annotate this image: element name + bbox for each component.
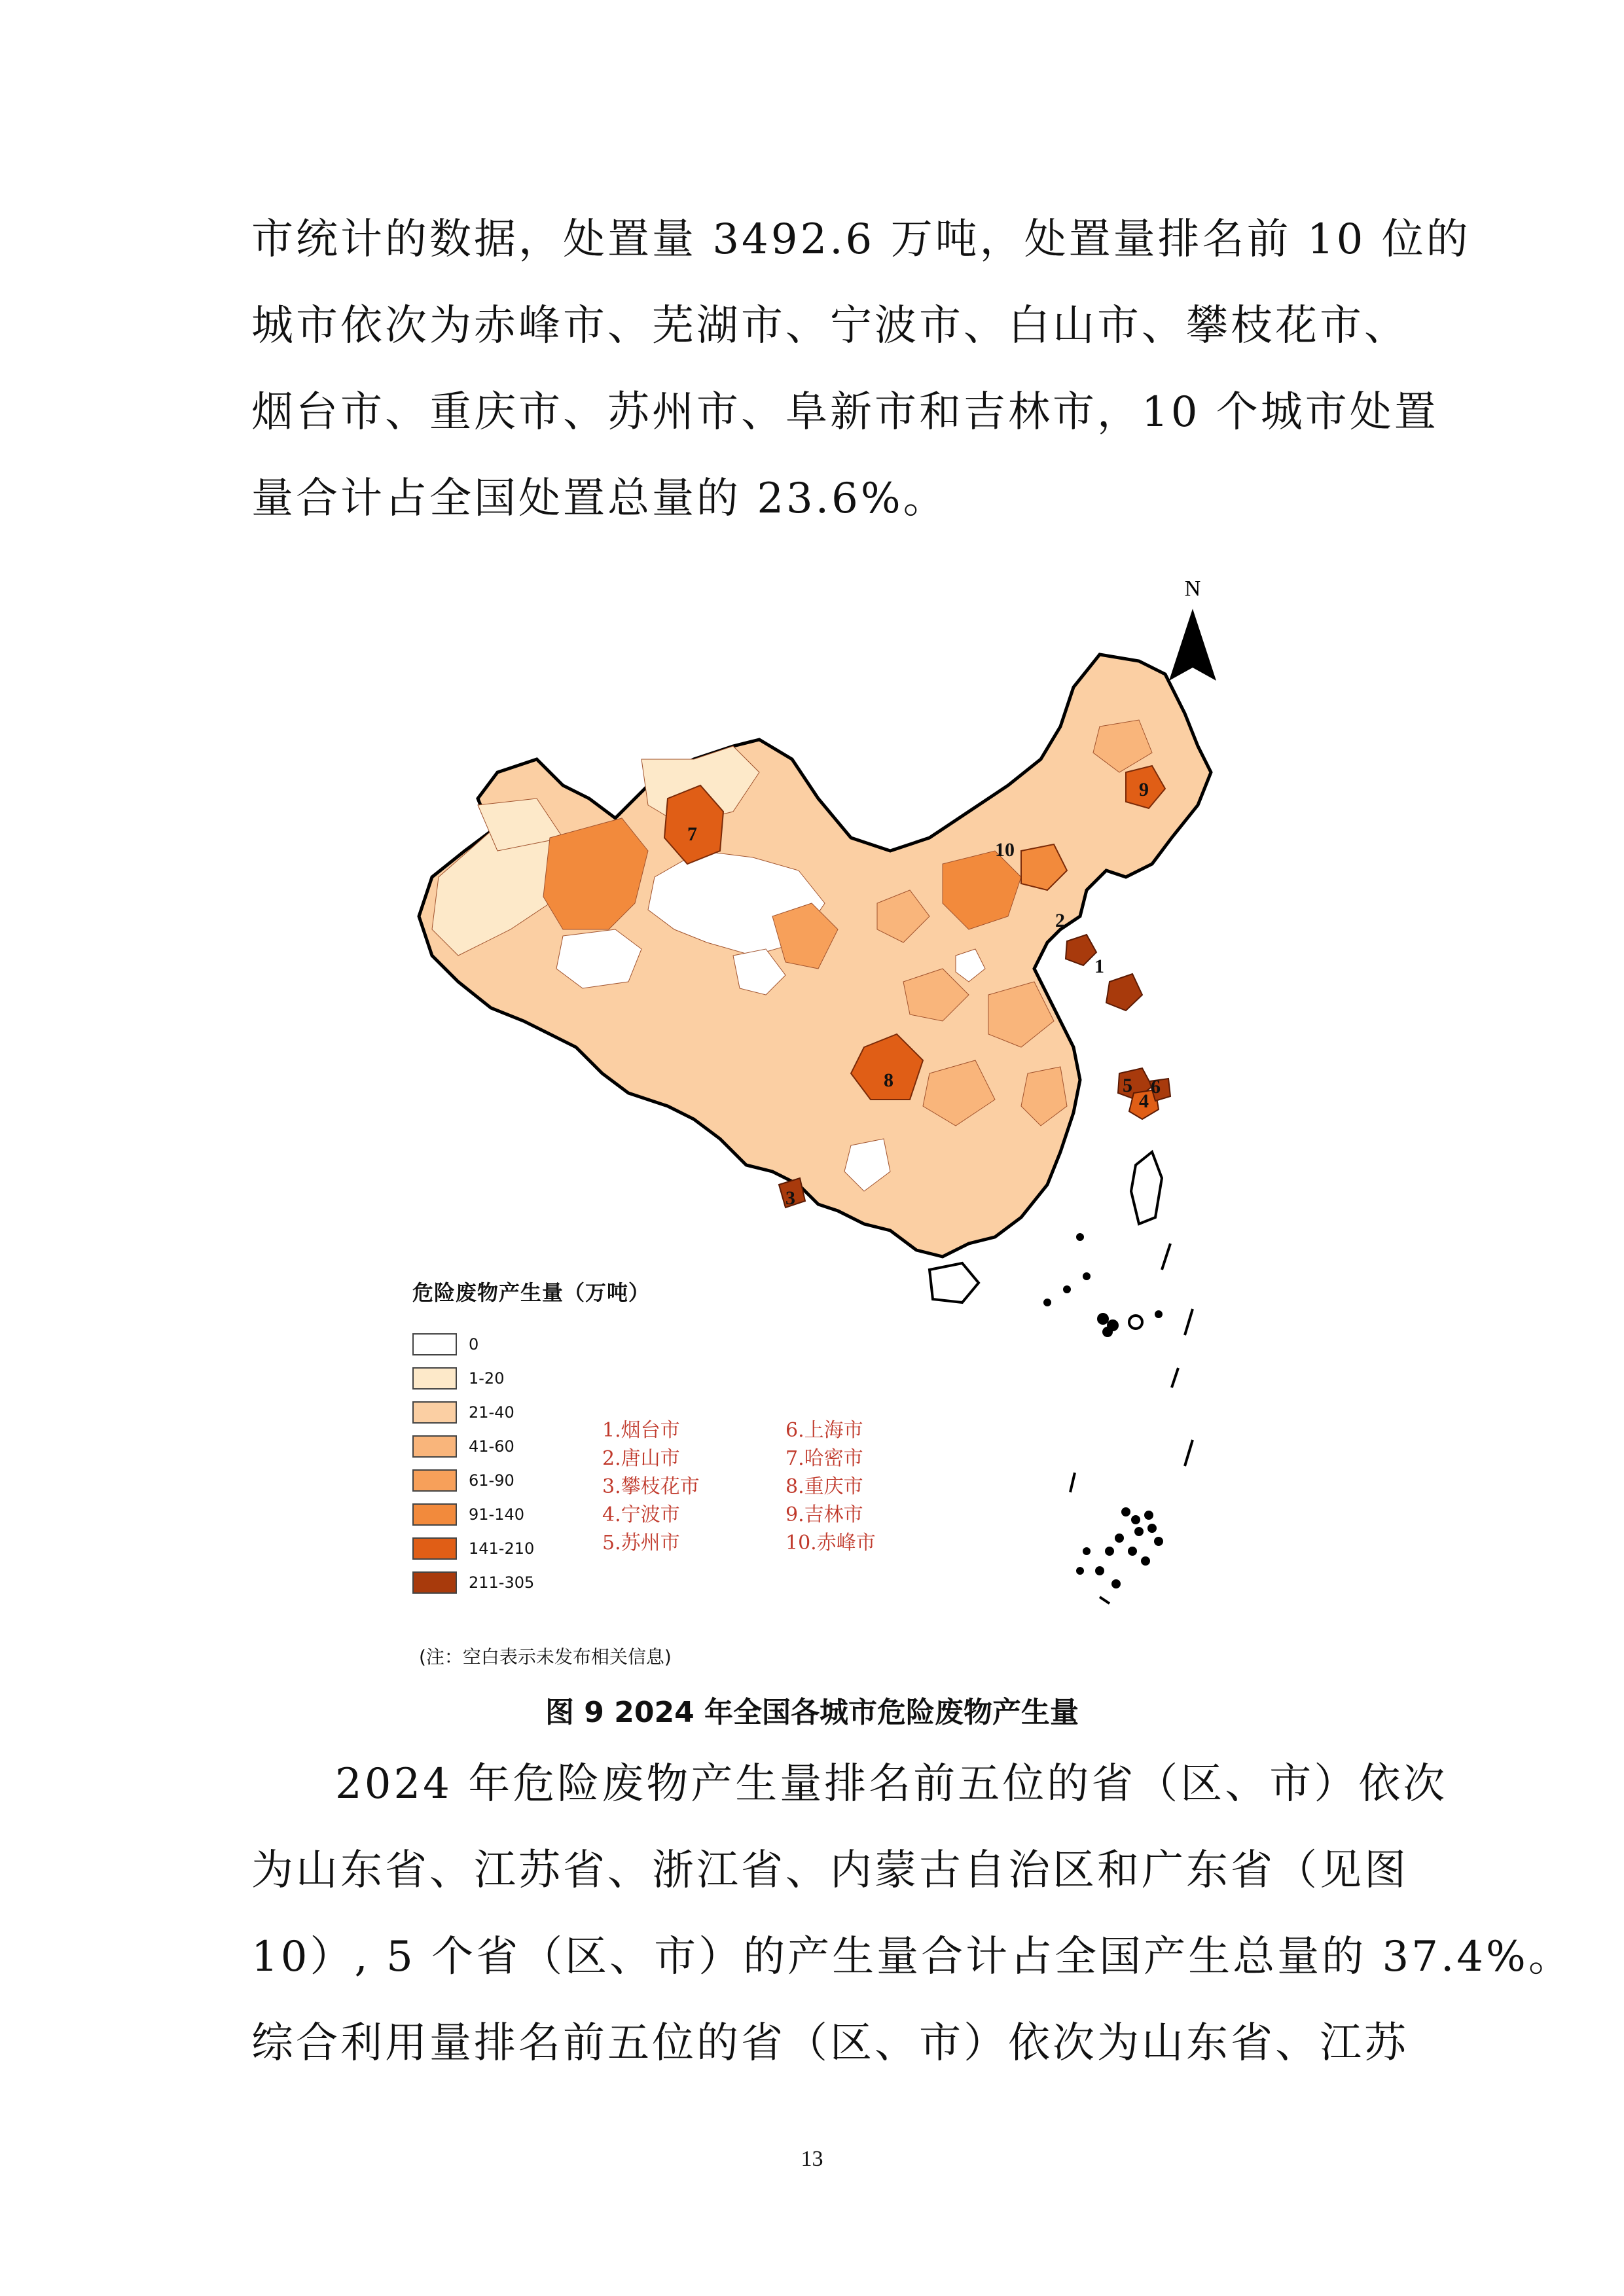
map-marker-8: 8: [884, 1069, 893, 1091]
map-marker-3: 3: [785, 1187, 795, 1209]
hainan-island: [929, 1263, 979, 1302]
legend-swatch: [412, 1537, 457, 1560]
legend-swatch: [412, 1401, 457, 1424]
paragraph-line: 综合利用量排名前五位的省（区、市）依次为山东省、江苏: [251, 2019, 1409, 2068]
paragraph-line: 烟台市、重庆市、苏州市、阜新市和吉林市，10 个城市处置: [251, 388, 1439, 437]
city-entry: 10.赤峰市: [785, 1532, 876, 1554]
map-marker-2: 2: [1055, 910, 1065, 931]
legend-item: [412, 1498, 534, 1532]
legend-swatch: [412, 1571, 457, 1594]
legend-label: 211-305: [469, 1573, 535, 1592]
paragraph-line: 2024 年危险废物产生量排名前五位的省（区、市）依次: [335, 1760, 1448, 1808]
city-entry: 2.唐山市: [602, 1447, 680, 1470]
legend-item: [412, 1566, 534, 1600]
map-marker-4: 4: [1139, 1090, 1149, 1112]
legend-item: [412, 1532, 534, 1566]
legend-swatch: [412, 1503, 457, 1526]
legend-swatch: [412, 1435, 457, 1458]
city-list-left: [602, 1416, 700, 1557]
legend-label: 1-20: [469, 1369, 505, 1388]
legend-swatch: [412, 1469, 457, 1492]
legend-swatch: [412, 1367, 457, 1390]
legend: [412, 1327, 534, 1600]
legend-label: 0: [469, 1335, 479, 1354]
south-china-sea-islands: [1045, 1234, 1193, 1604]
city-entry: 8.重庆市: [785, 1475, 863, 1498]
map-marker-9: 9: [1139, 779, 1149, 800]
legend-label: 41-60: [469, 1437, 514, 1456]
map-marker-10: 10: [995, 839, 1015, 861]
legend-item: [412, 1463, 534, 1498]
paragraph-line: 10）, 5 个省（区、市）的产生量合计占全国产生总量的 37.4%。: [251, 1933, 1573, 1981]
legend-label: 91-140: [469, 1505, 525, 1524]
page-number: 13: [801, 2147, 823, 2171]
map-marker-7: 7: [687, 823, 697, 845]
city-entry: 5.苏州市: [602, 1532, 680, 1554]
legend-swatch: [412, 1333, 457, 1355]
city-entry: 4.宁波市: [602, 1503, 680, 1526]
paragraph-line: 量合计占全国处置总量的 23.6%。: [251, 475, 948, 523]
legend-label: 61-90: [469, 1471, 514, 1490]
north-arrow-icon: [1169, 577, 1216, 681]
paragraph-line: 为山东省、江苏省、浙江省、内蒙古自治区和广东省（见图: [251, 1846, 1409, 1895]
taiwan-island: [1131, 1152, 1162, 1224]
city-entry: 1.烟台市: [602, 1419, 680, 1442]
paragraph-1: [251, 196, 1471, 542]
legend-title: 危险废物产生量（万吨）: [412, 1280, 651, 1305]
paragraph-line: 城市依次为赤峰市、芜湖市、宁波市、白山市、攀枝花市、: [251, 302, 1409, 350]
city-entry: 7.哈密市: [785, 1447, 863, 1470]
legend-item: [412, 1429, 534, 1463]
map-marker-6: 6: [1151, 1076, 1161, 1098]
figure-caption: 图 9 2024 年全国各城市危险废物产生量: [545, 1696, 1079, 1729]
city-entry: 9.吉林市: [785, 1503, 863, 1526]
city-list-right: [785, 1416, 876, 1557]
paragraph-line: 市统计的数据，处置量 3492.6 万吨，处置量排名前 10 位的: [251, 215, 1471, 264]
city-entry: 6.上海市: [785, 1419, 863, 1442]
legend-label: 21-40: [469, 1403, 514, 1422]
north-label: N: [1184, 577, 1201, 601]
map-marker-1: 1: [1094, 956, 1104, 977]
legend-item: [412, 1327, 534, 1361]
paragraph-2: [251, 1741, 1573, 2087]
legend-item: [412, 1361, 534, 1395]
legend-item: [412, 1395, 534, 1429]
city-entry: 3.攀枝花市: [602, 1475, 700, 1498]
legend-label: 141-210: [469, 1539, 535, 1558]
hazardous-waste-map-figure: [367, 563, 1270, 1668]
map-marker-5: 5: [1123, 1075, 1132, 1096]
map-note: (注：空白表示未发布相关信息): [419, 1646, 672, 1668]
